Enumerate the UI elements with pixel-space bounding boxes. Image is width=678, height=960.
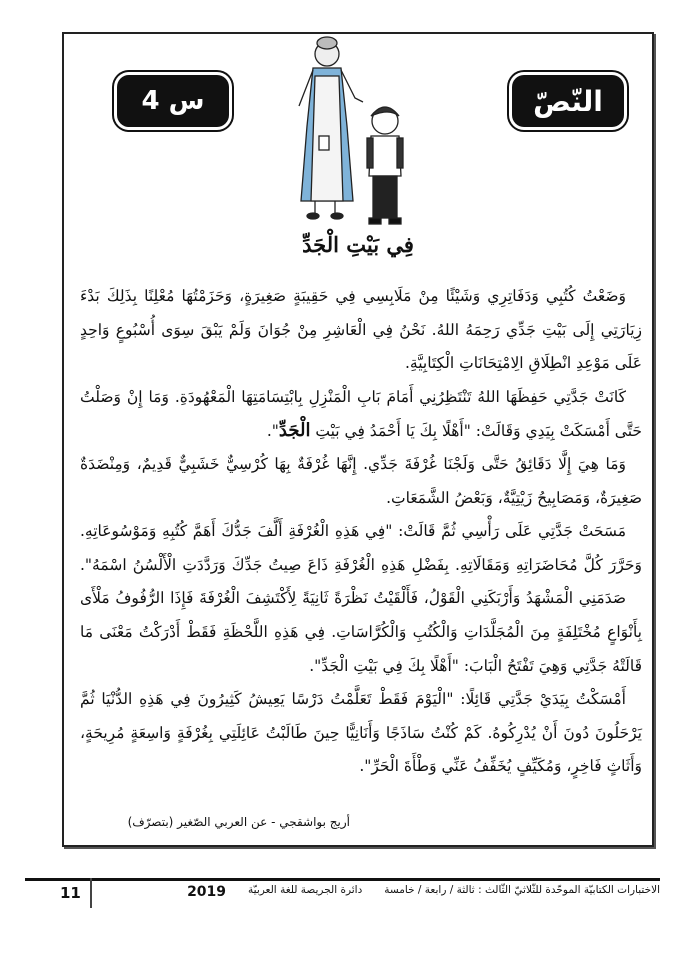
district-name: دائرة الجريصة للغة العربيّة — [248, 884, 363, 896]
title-text: فِي بَيْتِ — [338, 232, 414, 257]
text-line: كَانَتْ جَدَّتِي حَفِظَهَا اللهُ تَنْتَظِرُنِي أَمَامَ بَابِ الْمَنْزِلِ بِابْتِسَامَتِهَا الْمَعْهُودَةِ. وَمَا إِنْ وَصَلْتُ — [80, 387, 626, 406]
text-line: صَدَمَنِي الْمَشْهَدُ وَأَرْبَكَنِي الْقَوْلُ، فَأَلْقَيْتُ نَظْرَةً ثَانِيَةً لِأَكْتَشِفَ الْغُرْفَةَ فَإِذَا الرُّفُوفُ مَلْأَى — [80, 589, 626, 608]
text-line: بِأَنْوَاعٍ مُخْتَلِفَةٍ مِنَ الْمُجَلَّدَاتِ وَالْكُتُبِ وَالْكُرَّاسَاتِ. فِي هَذِهِ اللَّحْظَةِ فَقَطْ أَدْرَكْتُ مَعْنَى مَا — [80, 622, 642, 641]
text-line: وَأَثَاثٍ فَاخِرٍ، وَمُكَيِّفٍ يُخَفِّفُ عَنِّي وَطْأَةَ الْحَرِّ". — [359, 757, 642, 776]
story-title — [62, 232, 654, 257]
text-line: صَغِيرَةٌ، وَمَصَابِيحُ زَيْتِيَّةٌ، وَبَعْضُ الشَّمَعَاتِ. — [386, 488, 642, 507]
text-line: أَمْسَكْتُ بِيَدَيْ جَدَّتِي قَائِلًا: "الْيَوْمَ فَقَطْ تَعَلَّمْتُ دَرْسًا يَعِيشُ كَثِيرُونَ فِي هَذِهِ الدُّنْيَا ثُمَّ — [80, 690, 626, 709]
source-citation: أريج بواشقجي - عن العربي الصّغير (بتصرّف) — [127, 815, 350, 829]
section-label: النّصّ — [512, 75, 624, 127]
exam-title: الاختبارات الكتابيّة الموحّدة للثّلاثيّ الثّالث : ثالثة / رابعة / خامسة — [384, 884, 660, 896]
title-bold-word: الْجَدِّ — [302, 232, 339, 257]
text-line-end: ". — [266, 422, 279, 441]
story-body — [80, 280, 642, 784]
footer-divider — [25, 878, 660, 881]
grandmother-and-boy-illustration — [285, 36, 425, 236]
question-label: س 4 — [117, 75, 229, 127]
page-number: 11 — [60, 884, 81, 902]
bold-word: الْجَدِّ — [278, 420, 311, 442]
text-line: قَالَتْهُ جَدَّتِي وَهِيَ تَفْتَحُ الْبَابَ: "أَهْلًا بِكَ فِي بَيْتِ الْجَدِّ". — [309, 656, 642, 675]
text-line: مَسَحَتْ جَدَّتِي عَلَى رَأْسِي ثُمَّ قَالَتْ: "فِي هَذِهِ الْغُرْفَةِ أَلَّفَ جَدُّكَ أَهَمَّ كُتُبِهِ وَمَوْسُوعَاتِهِ. — [80, 522, 626, 541]
text-line: يَرْحَلُونَ دُونَ أَنْ يُدْرِكُوهُ. كَمْ كُنْتُ سَاذَجًا وَأَنَانِيًّا حِينَ طَالَبْتُ عَائِلَتِي بِغُرْفَةٍ وَاسِعَةٍ مُرِيحَةٍ، — [80, 723, 642, 742]
grandmother-figure — [299, 37, 363, 219]
boy-figure — [367, 107, 403, 224]
text-line: وَضَعْتُ كُتُبِي وَدَفَاتِرِي وَشَيْئًا مِنْ مَلَابِسِي فِي حَقِيبَةٍ صَغِيرَةٍ، وَحَزَمْتُهَا مُعْلِنًا بِذَلِكَ بَدْءَ — [80, 287, 626, 305]
footer-separator — [90, 878, 92, 908]
year: 2019 — [187, 884, 227, 900]
footer — [130, 884, 660, 900]
text-line: وَحَرَّرَ كُلَّ مُحَاضَرَاتِهِ وَمَقَالَاتِهِ. بِفَضْلِ هَذِهِ الْغُرْفَةِ ذَاعَ صِيتُ جَدِّكَ وَرَدَّدَتِ الْأَلْسُنُ اسْمَهُ". — [80, 555, 642, 574]
text-line-part: حَتَّى أَمْسَكَتْ بِيَدِي وَقَالَتْ: "أَهْلًا بِكَ يَا أَحْمَدُ فِي بَيْتِ — [310, 422, 642, 441]
text-line — [80, 414, 642, 448]
text-line: زِيَارَتِي إِلَى بَيْتِ جَدِّي رَحِمَهُ اللهُ. نَحْنُ فِي الْعَاشِرِ مِنْ جُوَانَ وَلَمْ يَبْقَ سِوَى أُسْبُوعٍ وَاحِدٍ — [80, 320, 642, 339]
text-line: عَلَى مَوْعِدِ انْطِلَاقِ الِامْتِحَانَاتِ الْكِتَابِيَّةِ. — [404, 354, 642, 373]
text-line: وَمَا هِيَ إِلَّا دَقَائِقُ حَتَّى وَلَجْنَا غُرْفَةَ جَدِّي. إِنَّهَا غُرْفَةٌ بِهَا كُرْسِيٌّ خَشَبِيٌّ قَدِيمٌ، وَمِنْضَدَةٌ — [80, 454, 626, 473]
